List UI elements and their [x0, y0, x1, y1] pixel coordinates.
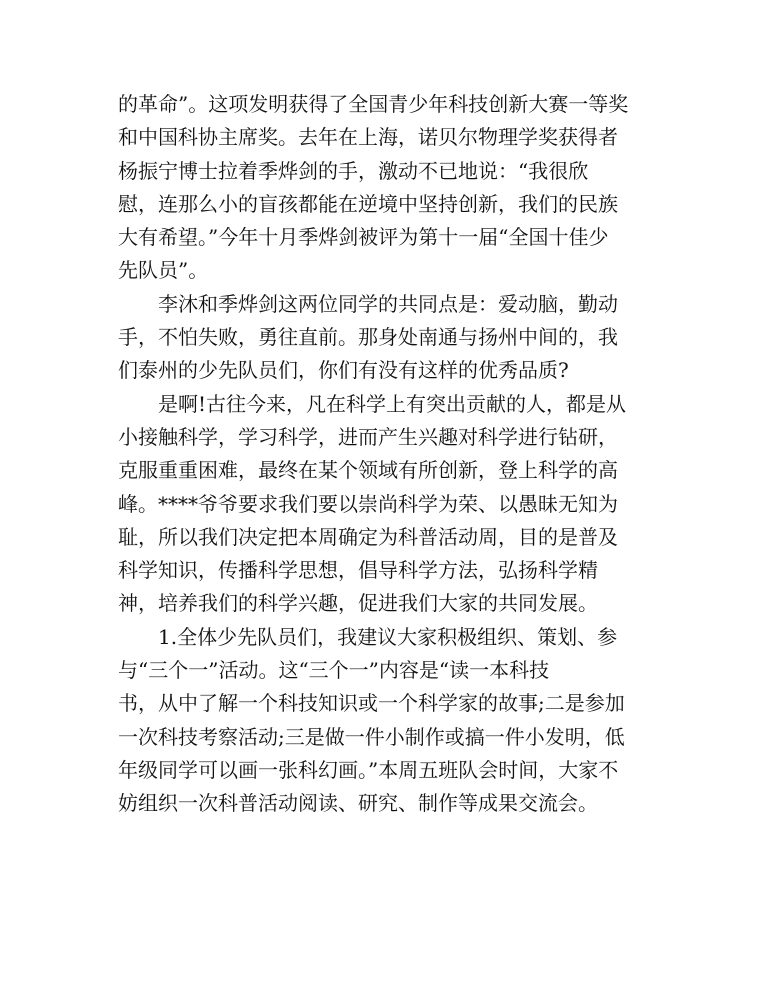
- paragraph-1: [118, 88, 658, 288]
- text-line: 1.全体少先队员们，我建议大家积极组织、策划、参: [158, 624, 618, 649]
- text-line: 与“三个一”活动。这“三个一”内容是“读一本科技: [118, 658, 550, 683]
- text-line: 慰，连那么小的盲孩都能在逆境中坚持创新，我们的民族: [118, 191, 618, 216]
- paragraph-4: [118, 621, 658, 821]
- text-line: 的革命”。这项发明获得了全国青少年科技创新大赛一等奖: [118, 92, 629, 116]
- text-line: 一次科技考察活动;三是做一件小制作或搞一件小发明，低: [118, 724, 625, 749]
- document-body: [118, 88, 658, 821]
- text-line: 峰。****爷爷要求我们要以崇尚科学为荣、以愚昧无知为: [118, 491, 618, 516]
- text-line: 科学知识，传播科学思想，倡导科学方法，弘扬科学精: [118, 558, 598, 583]
- text-line: 手，不怕失败，勇往直前。那身处南通与扬州中间的，我: [118, 325, 618, 350]
- text-line: 妨组织一次科普活动阅读、研究、制作等成果交流会。: [118, 791, 598, 816]
- text-line: 年级同学可以画一张科幻画。”本周五班队会时间，大家不: [118, 757, 619, 782]
- text-line: 耻，所以我们决定把本周确定为科普活动周，目的是普及: [118, 524, 618, 549]
- text-line: 神，培养我们的科学兴趣，促进我们大家的共同发展。: [118, 591, 598, 616]
- paragraph-2: [118, 288, 658, 388]
- paragraph-3: [118, 388, 658, 621]
- text-line: 杨振宁博士拉着季烨剑的手，激动不已地说：“我很欣: [118, 158, 589, 183]
- text-line: 大有希望。”今年十月季烨剑被评为第十一届“全国十佳少: [118, 225, 609, 250]
- text-line: 是啊!古往今来，凡在科学上有突出贡献的人，都是从: [158, 391, 627, 416]
- text-line: 李沐和季烨剑这两位同学的共同点是：爱动脑，勤动: [158, 291, 618, 316]
- text-line: 克服重重困难，最终在某个领域有所创新，登上科学的高: [118, 458, 618, 483]
- text-line: 先队员”。: [118, 258, 209, 283]
- text-line: 们泰州的少先队员们，你们有没有这样的优秀品质?: [118, 358, 569, 383]
- text-line: 和中国科协主席奖。去年在上海，诺贝尔物理学奖获得者: [118, 125, 618, 150]
- text-line: 书，从中了解一个科技知识或一个科学家的故事;二是参加: [118, 691, 625, 716]
- text-line: 小接触科学，学习科学，进而产生兴趣对科学进行钻研，: [118, 424, 618, 449]
